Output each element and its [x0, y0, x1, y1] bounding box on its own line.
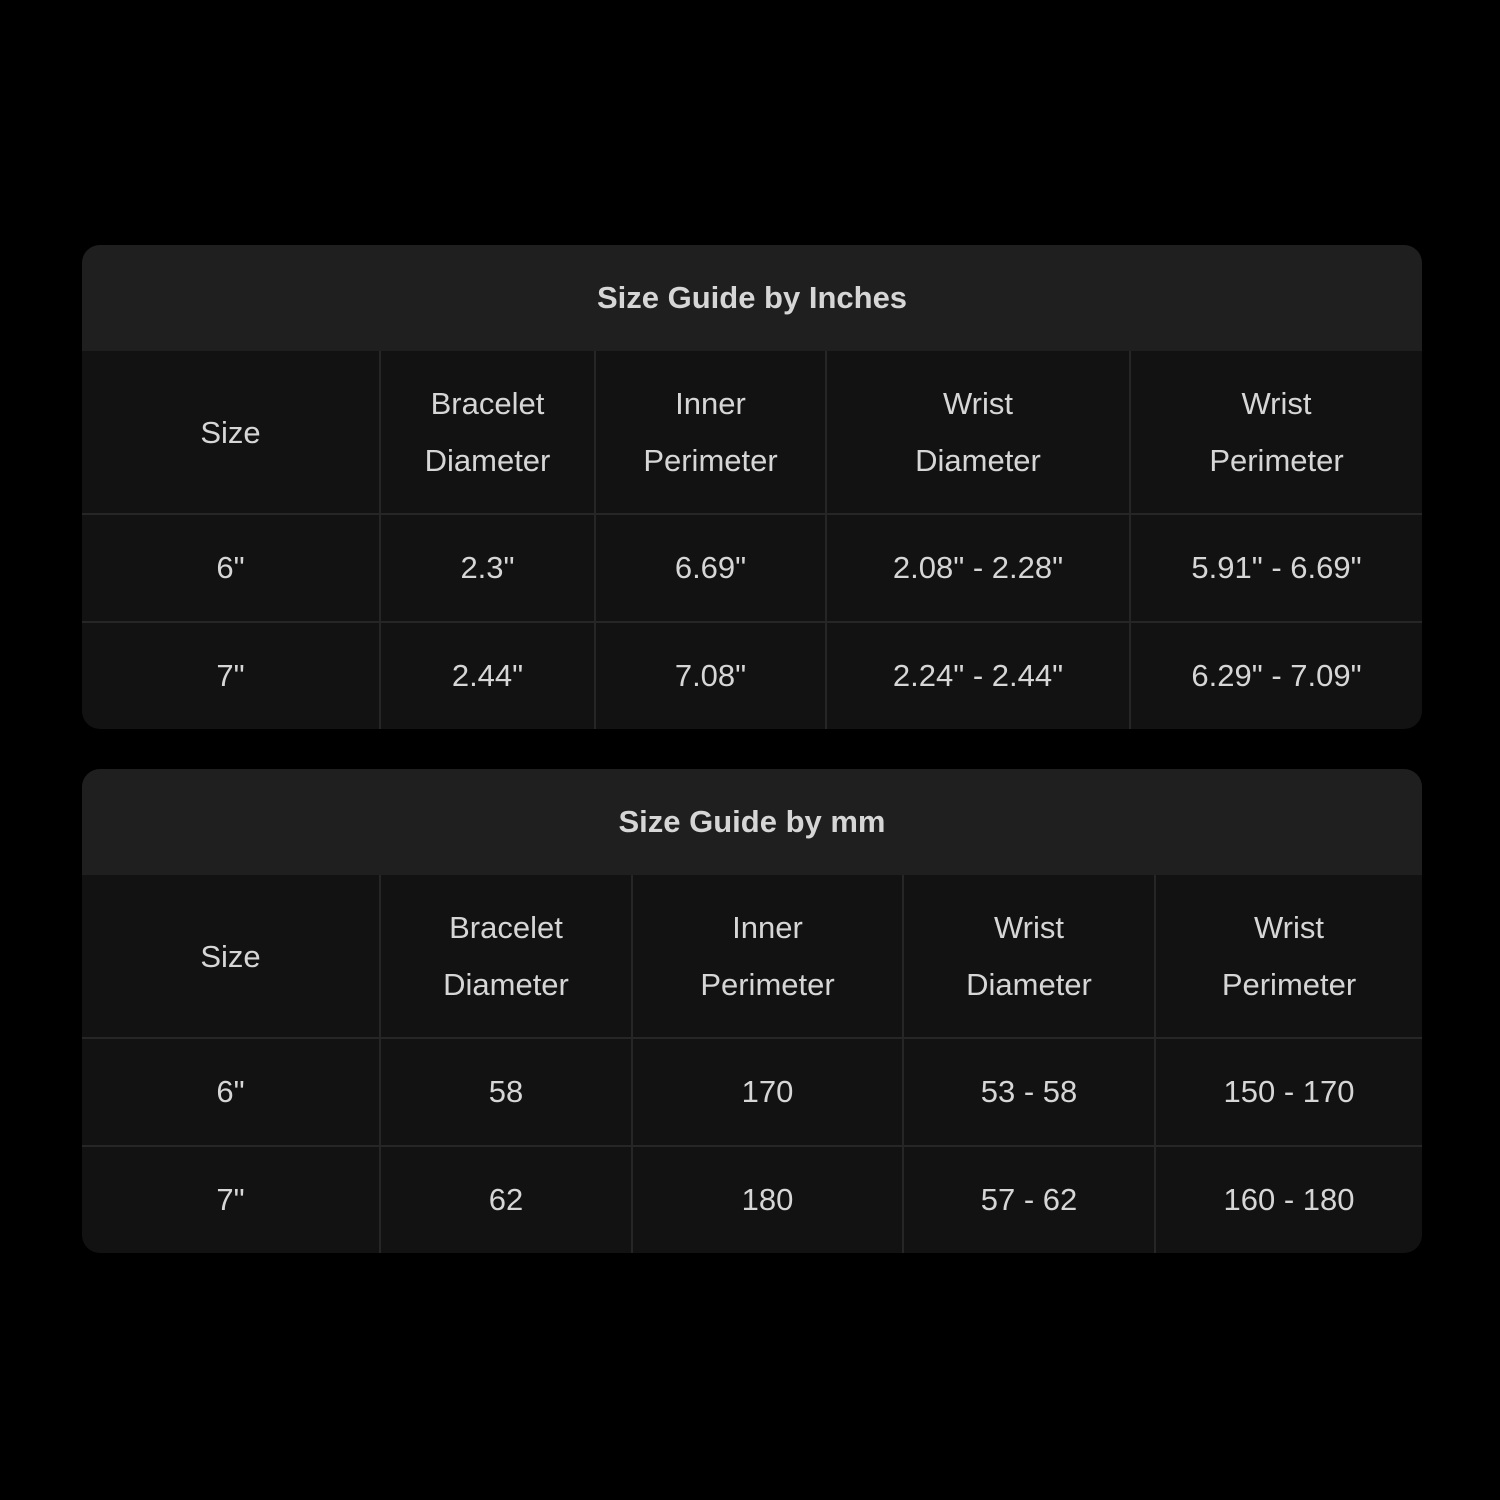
- header-row: [82, 351, 1422, 514]
- table-title: Size Guide by mm: [82, 769, 1422, 875]
- cell-wrist-perimeter: 150 - 170: [1155, 1038, 1422, 1146]
- header-wrist-diameter: [903, 875, 1155, 1038]
- header-label-line2: Perimeter: [700, 967, 835, 1002]
- size-guide-mm: [82, 769, 1422, 1253]
- cell-size: 7": [82, 622, 380, 729]
- header-wrist-perimeter: [1155, 875, 1422, 1038]
- cell-bracelet-diameter: 2.3": [380, 514, 595, 622]
- cell-inner-perimeter: 6.69": [595, 514, 826, 622]
- header-wrist-perimeter: [1130, 351, 1422, 514]
- header-label-line2: Perimeter: [1209, 443, 1344, 478]
- cell-size: 6": [82, 1038, 380, 1146]
- cell-bracelet-diameter: 62: [380, 1146, 632, 1253]
- header-wrist-diameter: [826, 351, 1130, 514]
- table-row: [82, 1146, 1422, 1253]
- header-label-line1: Bracelet: [430, 386, 545, 421]
- header-bracelet-diameter: [380, 351, 595, 514]
- header-inner-perimeter: [595, 351, 826, 514]
- header-label-line2: Diameter: [915, 443, 1041, 478]
- header-label-line1: Wrist: [1241, 386, 1312, 421]
- table-row: [82, 1038, 1422, 1146]
- cell-wrist-perimeter: 6.29" - 7.09": [1191, 658, 1362, 693]
- cell-bracelet-diameter: 58: [380, 1038, 632, 1146]
- header-label-line1: Bracelet: [449, 910, 563, 945]
- cell-wrist-diameter: 2.08" - 2.28": [826, 514, 1130, 622]
- header-size: [82, 351, 380, 514]
- cell-inner-perimeter: 7.08": [595, 622, 826, 729]
- header-label-line2: Diameter: [424, 443, 551, 478]
- header-size: [82, 875, 380, 1038]
- cell-inner-perimeter: 170: [632, 1038, 903, 1146]
- cell-inner-perimeter: 180: [632, 1146, 903, 1253]
- table-row: [82, 514, 1422, 622]
- cell-wrist-perimeter: 5.91" - 6.69": [1130, 514, 1422, 622]
- header-bracelet-diameter: [380, 875, 632, 1038]
- header-inner-perimeter: [632, 875, 903, 1038]
- header-label-line2: Diameter: [443, 967, 569, 1002]
- cell-wrist-perimeter: 160 - 180: [1223, 1182, 1355, 1217]
- header-label-line1: Wrist: [1253, 910, 1325, 945]
- header-row: [82, 875, 1422, 1038]
- cell-wrist-diameter: 2.24" - 2.44": [826, 622, 1130, 729]
- cell-wrist-diameter: 57 - 62: [903, 1146, 1155, 1253]
- header-label-line2: Perimeter: [1221, 967, 1357, 1002]
- table-title: Size Guide by Inches: [82, 245, 1422, 351]
- size-table: [82, 875, 1422, 1253]
- header-label: Size: [200, 938, 261, 974]
- cell-size: 7": [82, 1146, 380, 1253]
- size-table: [82, 351, 1422, 729]
- table-row: [82, 622, 1422, 729]
- header-label-line2: Diameter: [966, 967, 1092, 1002]
- header-label-line1: Wrist: [993, 910, 1065, 945]
- header-label-line2: Perimeter: [643, 443, 778, 478]
- header-label-line1: Inner: [732, 910, 803, 945]
- header-label: Size: [200, 414, 261, 450]
- cell-size: 6": [82, 514, 380, 622]
- size-guide-inches: [82, 245, 1422, 729]
- cell-bracelet-diameter: 2.44": [380, 622, 595, 729]
- cell-wrist-diameter: 53 - 58: [903, 1038, 1155, 1146]
- header-label-line1: Wrist: [942, 386, 1014, 421]
- header-label-line1: Inner: [675, 386, 746, 421]
